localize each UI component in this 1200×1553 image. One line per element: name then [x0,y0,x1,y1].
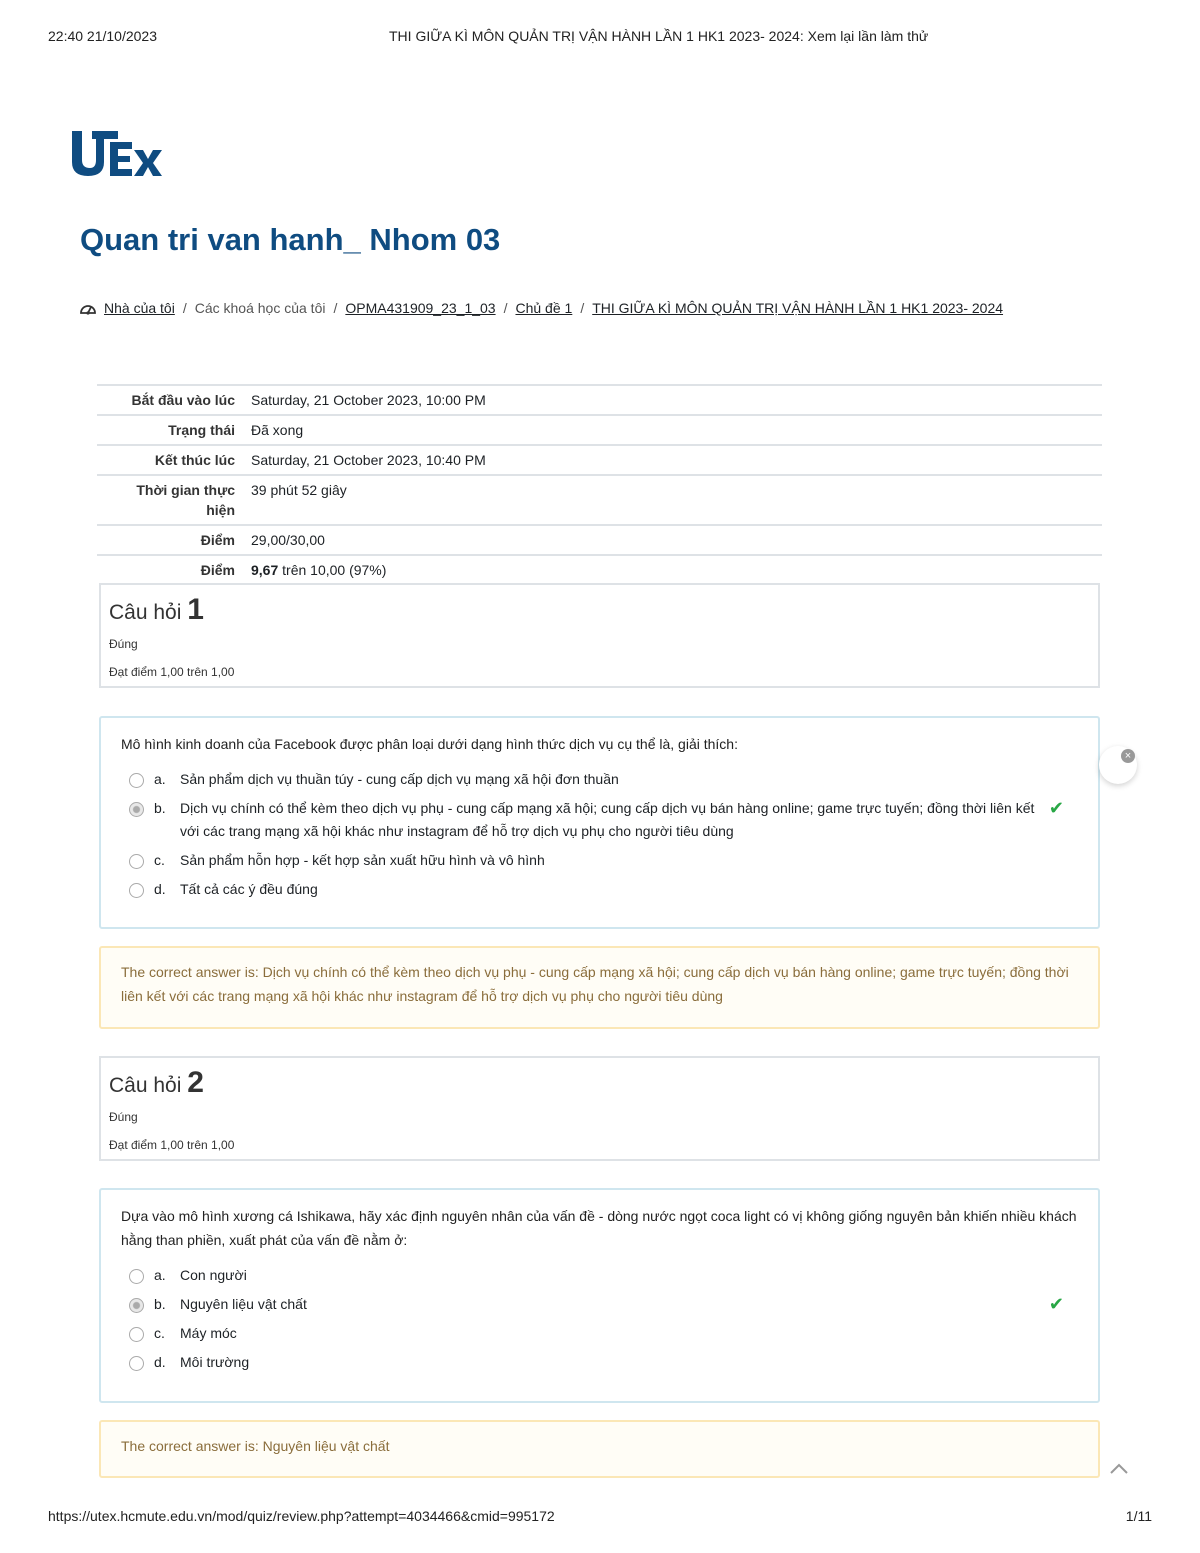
question-text: Dựa vào mô hình xương cá Ishikawa, hãy xác định nguyên nhân của vấn đề - dòng nước ngọt coca light có vị không giống nguyên bản khiến nhiều khách hằng than phiền, xuất phát của vấn đề nằm ở: [121,1208,1077,1248]
answer-list [121,768,1078,901]
question-info-1 [99,583,1100,688]
answer-letter: b. [154,1296,166,1312]
answer-option-a[interactable] [121,768,1078,791]
radio-button[interactable] [129,1327,144,1342]
summary-value: Saturday, 21 October 2023, 10:00 PM [251,392,486,408]
correct-check-icon: ✔ [1048,798,1064,818]
radio-button-selected[interactable] [129,1298,144,1313]
summary-row-completed [97,446,1102,476]
answer-option-b[interactable] [121,797,1078,843]
answer-option-a[interactable] [121,1264,1078,1287]
summary-value: Đã xong [251,422,304,438]
summary-label: Điểm [200,532,235,548]
summary-row-grade [97,556,1102,584]
summary-label-line: Thời gian thực [136,482,235,498]
breadcrumb-course-link[interactable]: OPMA431909_23_1_03 [345,300,496,316]
radio-button[interactable] [129,883,144,898]
correct-answer-feedback-2: The correct answer is: Nguyên liệu vật chất [99,1420,1100,1478]
answer-text: Máy móc [180,1325,237,1341]
question-content-1 [99,716,1100,929]
summary-value: Saturday, 21 October 2023, 10:40 PM [251,452,486,468]
breadcrumb-topic-link[interactable]: Chủ đề 1 [515,300,573,316]
radio-button-selected[interactable] [129,802,144,817]
summary-row-started [97,386,1102,416]
answer-option-d[interactable] [121,1351,1078,1374]
summary-label-line: hiện [206,502,235,518]
answer-letter: a. [154,1267,166,1283]
answer-option-d[interactable] [121,878,1078,901]
answer-letter: b. [154,800,166,816]
correct-check-icon: ✔ [1048,1294,1064,1314]
summary-value: 39 phút 52 giây [251,482,347,498]
question-label: Câu hỏi [109,601,182,624]
floating-drawer-button[interactable] [1099,746,1137,784]
answer-letter: c. [154,852,165,868]
question-grade: Đạt điểm 1,00 trên 1,00 [109,1138,235,1152]
summary-label [97,476,247,524]
breadcrumb-quiz-link[interactable]: THI GIỮA KÌ MÔN QUẢN TRỊ VẬN HÀNH LẦN 1 HK1 2023- 2024 [592,300,1004,316]
close-icon[interactable]: × [1121,749,1135,763]
question-num: 1 [187,593,204,626]
radio-button[interactable] [129,773,144,788]
summary-row-state [97,416,1102,446]
breadcrumb-separator: / [503,300,508,316]
answer-option-c[interactable] [121,849,1078,872]
utex-logo-graphic [70,128,166,180]
answer-letter: d. [154,881,166,897]
print-url: https://utex.hcmute.edu.vn/mod/quiz/review.php?attempt=4034466&cmid=995172 [48,1508,555,1524]
answer-list [121,1264,1078,1374]
answer-text: Sản phẩm hỗn hợp - kết hợp sản xuất hữu hình và vô hình [180,852,545,868]
answer-text: Dịch vụ chính có thể kèm theo dịch vụ phụ - cung cấp mạng xã hội; cung cấp dịch vụ bán hàng online; game trực tuyến; đồng thời liên kết với các trang mạng xã hội khác như instagram để hỗ trợ dịch vụ phụ cho người tiêu dùng [180,800,1035,839]
question-state: Đúng [109,1110,138,1124]
dashboard-icon [80,301,96,315]
answer-letter: d. [154,1354,166,1370]
breadcrumb [80,300,1003,316]
print-page-number: 1/11 [1125,1508,1152,1524]
question-label: Câu hỏi [109,1074,182,1097]
radio-button[interactable] [129,1356,144,1371]
answer-text: Sản phẩm dịch vụ thuần túy - cung cấp dịch vụ mạng xã hội đơn thuần [180,771,619,787]
breadcrumb-separator: / [333,300,338,316]
question-number [109,1066,1090,1100]
question-text: Mô hình kinh doanh của Facebook được phân loại dưới dạng hình thức dịch vụ cụ thể là, giải thích: [121,736,738,752]
summary-row-time-taken [97,476,1102,526]
summary-value [247,556,386,584]
print-document-title: THI GIỮA KÌ MÔN QUẢN TRỊ VẬN HÀNH LẦN 1 HK1 2023- 2024: Xem lại lần làm thử [389,28,929,44]
question-info-2 [99,1056,1100,1161]
breadcrumb-separator: / [182,300,187,316]
radio-button[interactable] [129,854,144,869]
utex-logo[interactable] [70,128,166,180]
course-title: Quan tri van hanh_ Nhom 03 [80,222,501,257]
question-num: 2 [187,1066,204,1099]
answer-letter: c. [154,1325,165,1341]
radio-button[interactable] [129,1269,144,1284]
print-timestamp: 22:40 21/10/2023 [48,28,157,44]
answer-text: Nguyên liệu vật chất [180,1296,307,1312]
answer-letter: a. [154,771,166,787]
chevron-up-icon[interactable] [1108,1460,1130,1476]
summary-label: Trạng thái [168,422,235,438]
answer-text: Tất cả các ý đều đúng [180,881,318,897]
breadcrumb-home-link[interactable]: Nhà của tôi [104,300,175,316]
summary-value: 29,00/30,00 [251,532,325,548]
answer-text: Con người [180,1267,247,1283]
summary-label: Bắt đầu vào lúc [131,392,235,408]
print-header [48,28,1152,48]
grade-rest: trên 10,00 (97%) [278,562,387,578]
summary-row-marks [97,526,1102,556]
correct-answer-feedback-1: The correct answer is: Dịch vụ chính có thể kèm theo dịch vụ phụ - cung cấp mạng xã hội; cung cấp dịch vụ bán hàng online; game trực tuyến; đồng thời liên kết với các trang mạng xã hội khác như instagram để hỗ trợ dịch vụ phụ cho người tiêu dùng [99,946,1100,1029]
question-number [109,593,1090,627]
answer-option-b[interactable] [121,1293,1078,1316]
breadcrumb-courses: Các khoá học của tôi [194,300,326,316]
grade-score: 9,67 [251,562,279,578]
question-state: Đúng [109,637,138,651]
answer-option-c[interactable] [121,1322,1078,1345]
question-grade: Đạt điểm 1,00 trên 1,00 [109,665,235,679]
question-content-2 [99,1188,1100,1403]
summary-label: Kết thúc lúc [154,452,235,468]
breadcrumb-separator: / [580,300,585,316]
attempt-summary-table [97,384,1102,584]
summary-label: Điểm [200,562,235,578]
answer-text: Môi trường [180,1354,250,1370]
